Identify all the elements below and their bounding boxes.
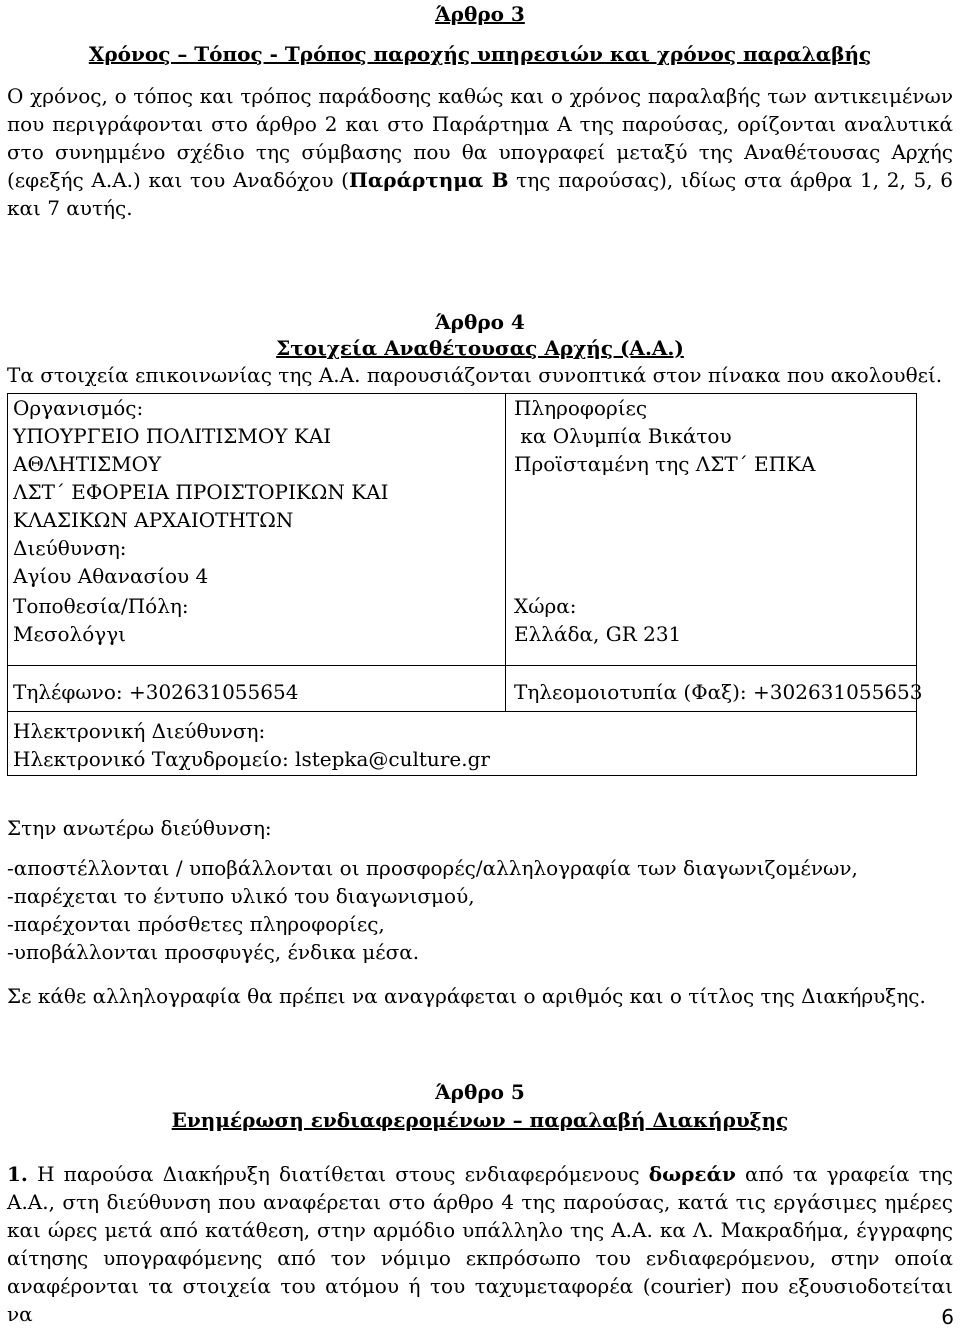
page-number: 6 — [941, 1305, 954, 1329]
fax-number: Τηλεομοιοτυπία (Φαξ): +302631055653 — [514, 680, 923, 704]
article-5-paragraph-text-2: από τα γραφεία της Α.Α., στη διεύθυνση που αναφέρεται στο άρθρο 4 της παρούσας, κατά τις εργάσιμες ημέρες και ώρες μετά από κατάθεση, στην αρμόδιο υπάλληλο της Α.Α. κα Λ. Μακραδήμα, έγγραφης αίτησης υπογραφόμενης από τον νόμιμο εκπρόσωπο του ενδιαφερόμενου, στην οποία αναφέρονται τα στοιχεία του ατόμου ή του ταχυμεταφορέα (courier) που εξουσιοδοτείται να — [7, 1162, 953, 1326]
country-value: Ελλάδα, GR 231 — [514, 622, 682, 646]
article-5-item-number: 1. — [7, 1162, 28, 1186]
list-item: -υποβάλλονται προσφυγές, ένδικα μέσα. — [7, 940, 420, 964]
location-label: Τοποθεσία/Πόλη: — [13, 594, 189, 618]
address-label: Διεύθυνση: — [13, 536, 127, 560]
article-3-heading: Άρθρο 3 — [435, 2, 525, 26]
location-value: Μεσολόγγι — [13, 622, 126, 646]
article-3-paragraph-bold: Παράρτημα Β — [348, 168, 509, 192]
table-row-divider — [8, 711, 916, 712]
article-4-note: Σε κάθε αλληλογραφία θα πρέπει να αναγράφεται ο αριθμός και ο τίτλος της Διακήρυξης. — [7, 984, 926, 1008]
list-item: -παρέχεται το έντυπο υλικό του διαγωνισμού, — [7, 884, 475, 908]
article-4-intro: Τα στοιχεία επικοινωνίας της Α.Α. παρουσιάζονται συνοπτικά στον πίνακα που ακολουθεί. — [7, 363, 943, 387]
article-5-paragraph-text-1: Η παρούσα Διακήρυξη διατίθεται στους ενδιαφερόμενους — [27, 1162, 649, 1186]
article-4-heading: Άρθρο 4 — [435, 310, 525, 334]
phone-number: Τηλέφωνο: +302631055654 — [13, 680, 299, 704]
address-value: Αγίου Αθανασίου 4 — [13, 564, 209, 588]
article-3-paragraph-text-1: Ο χρόνος, ο τόπος και τρόπος παράδοσης καθώς και ο χρόνος παραλαβής των αντικειμένων που περιγράφονται στο άρθρο 2 και στο Παράρτημα Α της παρούσας, ορίζονται αναλυτικά στο συνημμένο σχέδιο της σύμβασης που θα υπογραφεί μεταξύ της Αναθέτουσας Αρχής (εφεξής Α.Α.) και του Αναδόχου ( — [7, 84, 953, 192]
table-row-divider — [8, 665, 916, 666]
column-divider — [505, 665, 506, 711]
article-5-heading: Άρθρο 5 — [435, 1080, 525, 1104]
contact-table — [7, 393, 923, 776]
article-4-title: Στοιχεία Αναθέτουσας Αρχής (Α.Α.) — [276, 336, 684, 360]
list-item: -αποστέλλονται / υποβάλλονται οι προσφορές/αλληλογραφία των διαγωνιζομένων, — [7, 856, 858, 880]
info-label: Πληροφορίες — [514, 396, 648, 420]
article-5-paragraph — [7, 1160, 953, 1328]
email-address[interactable]: Ηλεκτρονικό Ταχυδρομείο: lstepka@culture.gr — [13, 747, 490, 771]
organization-line: ΚΛΑΣΙΚΩΝ ΑΡΧΑΙΟΤΗΤΩΝ — [13, 508, 294, 532]
article-5-paragraph-bold: δωρεάν — [648, 1162, 736, 1186]
info-role: Προϊσταμένη της ΛΣΤ΄ ΕΠΚΑ — [514, 452, 816, 476]
article-3-paragraph — [7, 82, 953, 222]
organization-label: Οργανισμός: — [13, 396, 144, 420]
organization-line: ΥΠΟΥΡΓΕΙΟ ΠΟΛΙΤΙΣΜΟΥ ΚΑΙ — [13, 424, 332, 448]
info-name: κα Ολυμπία Βικάτου — [514, 424, 732, 448]
organization-line: ΑΘΛΗΤΙΣΜΟΥ — [13, 452, 162, 476]
article-5-title: Ενημέρωση ενδιαφερομένων – παραλαβή Διακήρυξης — [171, 1108, 789, 1132]
list-item: -παρέχονται πρόσθετες πληροφορίες, — [7, 912, 385, 936]
web-address-label: Ηλεκτρονική Διεύθυνση: — [13, 719, 266, 743]
organization-line: ΛΣΤ΄ ΕΦΟΡΕΙΑ ΠΡΟΙΣΤΟΡΙΚΩΝ ΚΑΙ — [13, 480, 389, 504]
at-address-text: Στην ανωτέρω διεύθυνση: — [7, 816, 272, 840]
country-label: Χώρα: — [514, 594, 577, 618]
article-3-paragraph-text-2: της παρούσας), ιδίως στα άρθρα 1, 2, 5, 6 και 7 αυτής. — [7, 168, 954, 220]
article-3-title: Χρόνος – Τόπος - Τρόπος παροχής υπηρεσιών και χρόνος παραλαβής — [88, 42, 872, 66]
column-divider — [505, 394, 506, 665]
